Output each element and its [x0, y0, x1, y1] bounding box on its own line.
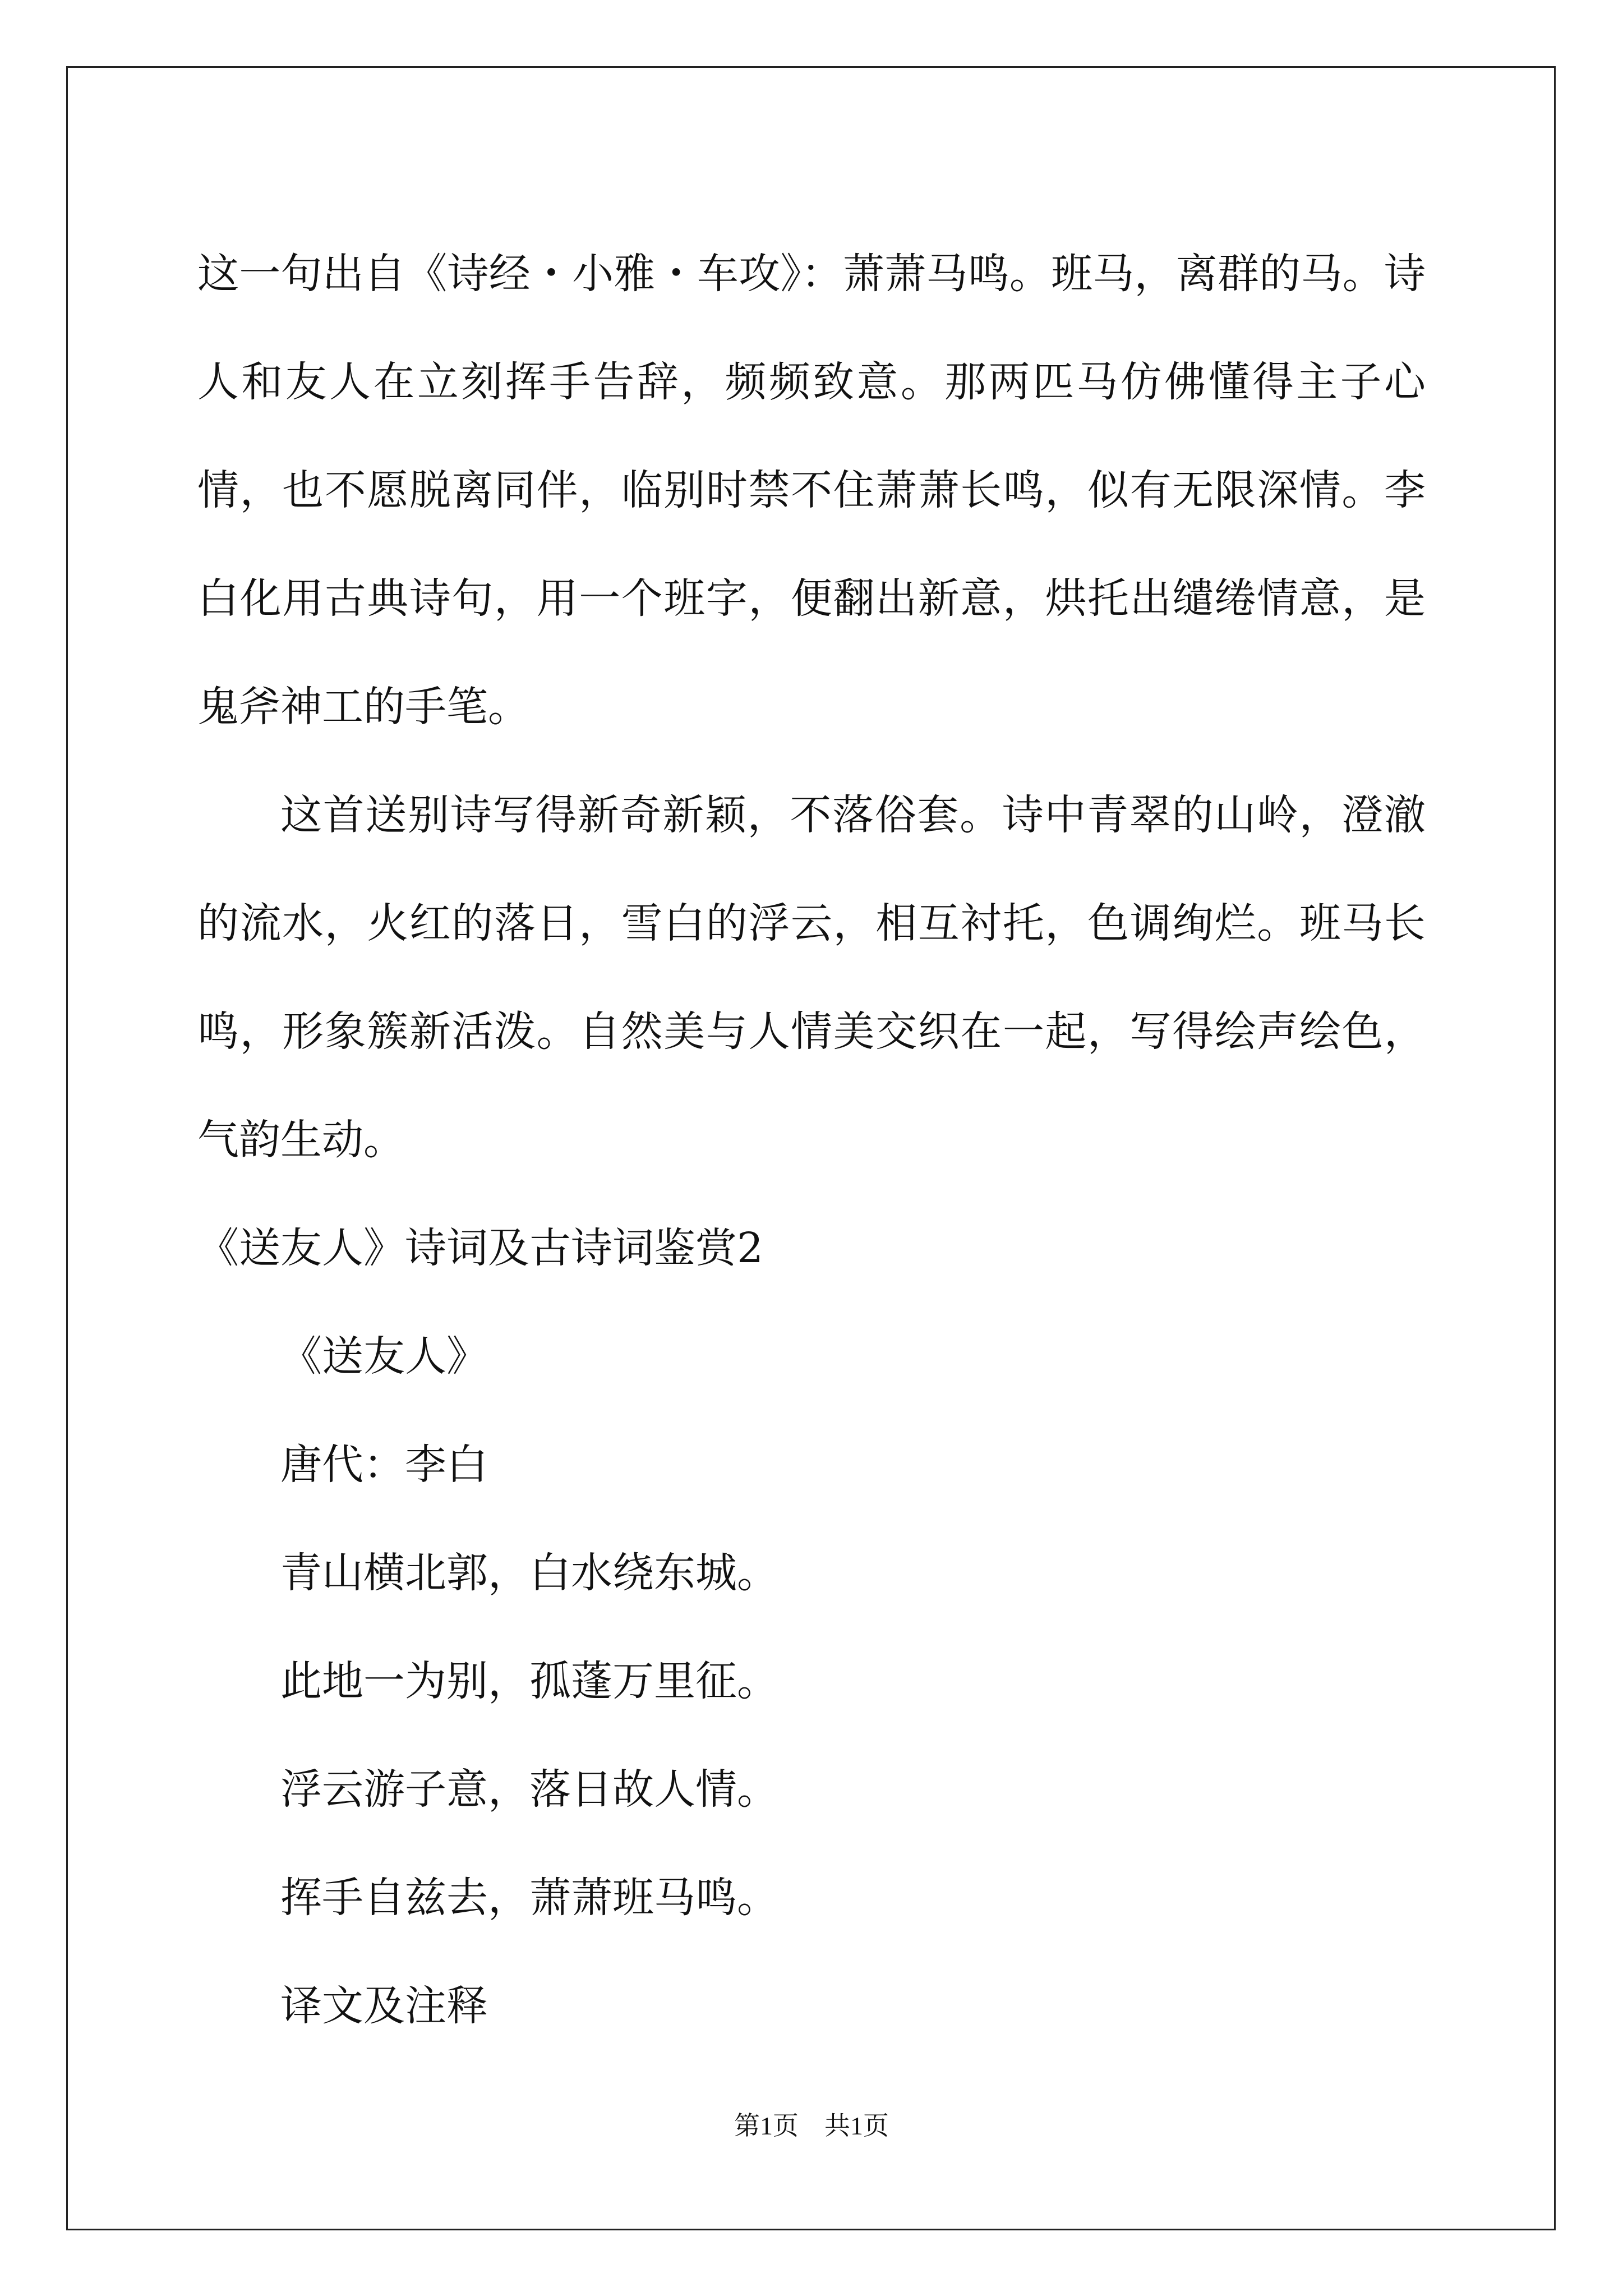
subheading: 译文及注释	[280, 1982, 488, 2030]
section-heading: 《送友人》诗词及古诗词鉴赏2	[197, 1224, 764, 1272]
paragraph-2: 这首送别诗写得新奇新颖，不落俗套。诗中青翠的山岭，澄澈的流水，火红的落日，雪白的浮云，相互衬托，色调绚烂。班马长鸣，形象簇新活泼。自然美与人情美交织在一起，写得绘声绘色，气韵生动。	[197, 791, 1426, 1164]
poem-author: 唐代：李白	[280, 1441, 488, 1489]
poem-line: 此地一为别，孤蓬万里征。	[280, 1657, 778, 1705]
poem-line: 浮云游子意，落日故人情。	[280, 1765, 778, 1814]
poem-line: 挥手自兹去，萧萧班马鸣。	[280, 1874, 778, 1922]
paragraph-1: 这一句出自《诗经・小雅・车攻》：萧萧马鸣。班马，离群的马。诗人和友人在立刻挥手告辞，频频致意。那两匹马仿佛懂得主子心情，也不愿脱离同伴，临别时禁不住萧萧长鸣，似有无限深情。李白化用古典诗句，用一个班字，便翻出新意，烘托出缱绻情意，是鬼斧神工的手笔。	[197, 250, 1426, 731]
document-body	[197, 220, 1426, 2060]
poem-line: 青山横北郭，白水绕东城。	[280, 1549, 778, 1597]
poem-title: 《送友人》	[280, 1332, 488, 1381]
page-footer: 第1页 共1页	[734, 2111, 889, 2140]
